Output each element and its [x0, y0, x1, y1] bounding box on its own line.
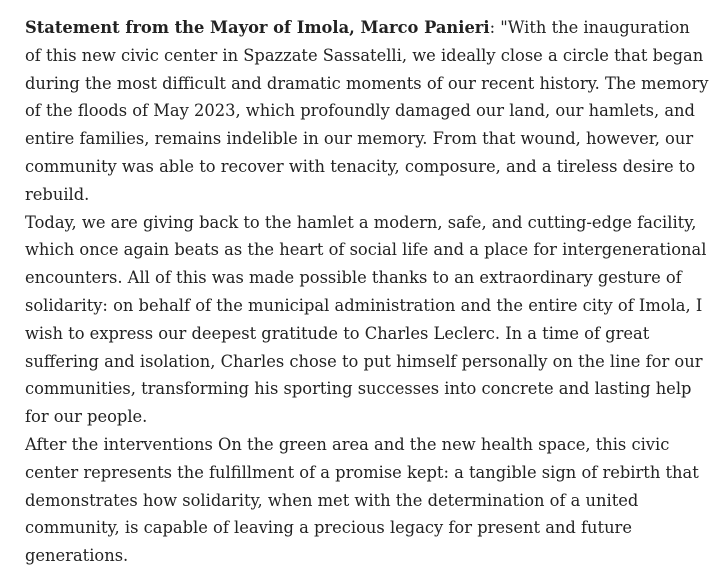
paragraph-1-text: : "With the inauguration of this new civic center in Spazzate Sassatelli, we ideally close a circle that began during the most difficult and dramatic moments of our recent history. The memory of the floods of May 2023, which profoundly damaged our land, our hamlets, and entire families, remains indelible in our memory. From that wound, however, our community was able to recover with tenacity, composure, and a tireless desire to rebuild.: [25, 18, 709, 204]
statement-lead: Statement from the Mayor of Imola, Marco Panieri: [25, 18, 490, 37]
statement-article: [25, 14, 709, 570]
statement-paragraph-1: [25, 14, 709, 209]
statement-paragraph-3: After the interventions On the green area and the new health space, this civic center represents the fulfillment of a promise kept: a tangible sign of rebirth that demonstrates how solidarity, when met with the determination of a united community, is capable of leaving a precious legacy for present and future generations.: [25, 434, 699, 566]
statement-paragraph-2: Today, we are giving back to the hamlet a modern, safe, and cutting-edge facility, which once again beats as the heart of social life and a place for intergenerational encounters. All of this was made possible thanks to an extraordinary gesture of solidarity: on behalf of the municipal administration and the entire city of Imola, I wish to express our deepest gratitude to Charles Leclerc. In a time of great suffering and isolation, Charles chose to put himself personally on the line for our communities, transforming his sporting successes into concrete and lasting help for our people.: [25, 212, 707, 427]
